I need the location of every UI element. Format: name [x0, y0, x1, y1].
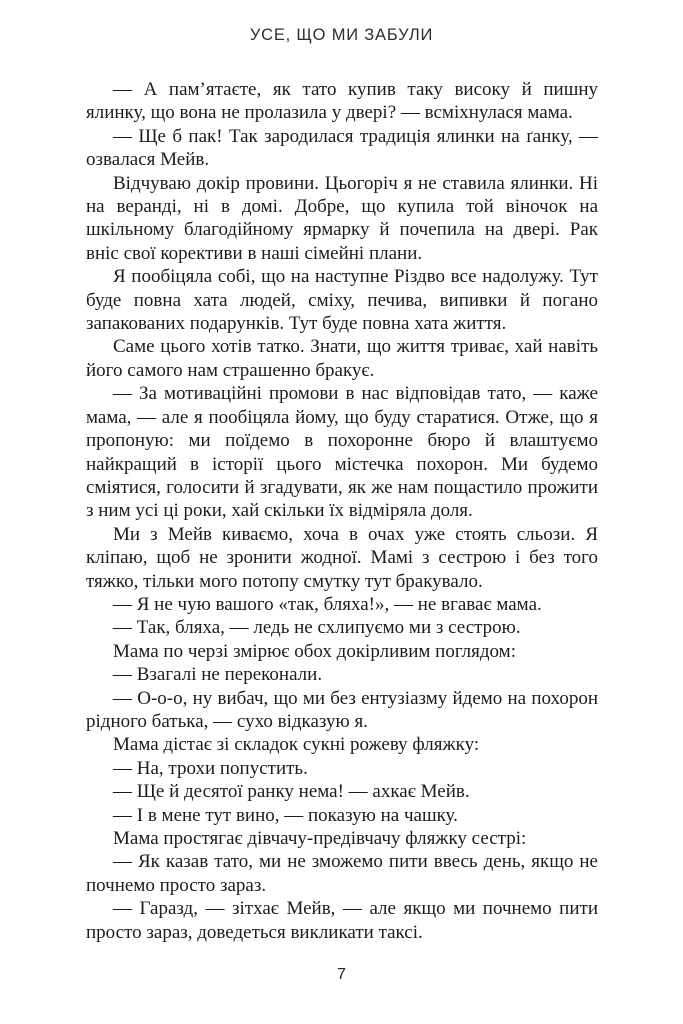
paragraph: Ми з Мейв киваємо, хоча в очах уже стоять сльози. Я кліпаю, щоб не зронити жодної. Мамі з сестрою і без того тяжко, тільки мого потопу смутку тут бракувало. [86, 523, 598, 592]
paragraph: Мама дістає зі складок сукні рожеву фляжку: [113, 734, 480, 756]
paragraph: Мама по черзі змірює обох докірливим поглядом: [113, 640, 516, 662]
paragraph: Відчуваю докір провини. Цьогоріч я не ставила ялинки. Ні на веранді, ні в домі. Добре, що купила той віночок на шкільному благодійному ярмарку й почепила на двері. Рак вніс свої корективи в наші сімейні плани. [86, 172, 598, 264]
page-number: 7 [337, 966, 346, 983]
paragraph: — На, трохи попустить. [113, 757, 308, 779]
paragraph: Саме цього хотів татко. Знати, що життя триває, хай навіть його самого нам страшенно бракує. [86, 336, 598, 381]
paragraph: Я пообіцяла собі, що на наступне Різдво все надолужу. Тут буде повна хата людей, сміху, печива, випивки й погано запакованих подарунків. Тут буде повна хата життя. [86, 266, 598, 335]
paragraph: — Так, бляха, — ледь не схлипуємо ми з сестрою. [113, 617, 521, 639]
paragraph: Мама простягає дівчачу-предівчачу фляжку сестрі: [113, 828, 527, 849]
paragraph: — Гаразд, — зітхає Мейв, — але якщо ми почнемо пити просто зараз, доведеться викликати таксі. [86, 898, 598, 943]
running-header-title: УСЕ, ЩО МИ ЗАБУЛИ [249, 26, 434, 44]
body-text-block [86, 78, 598, 944]
paragraph: — За мотиваційні промови в нас відповідав тато, — каже мама, — але я пообіцяла йому, що буду старатися. Отже, що я пропоную: ми поїдемо в похоронне бюро й влаштуємо найкращий в історії цього містечка похорон. Ми будемо сміятися, голосити й згадувати, як же нам пощастило прожити з ним усі ці роки, хай скільки їх відміряла доля. [86, 383, 598, 522]
paragraph: — Взагалі не переконали. [113, 664, 323, 686]
paragraph: — Я не чую вашого «так, бляха!», — не вгаває мама. [113, 593, 542, 615]
paragraph: — О-о-о, ну вибач, що ми без ентузіазму йдемо на похорон рідного батька, — сухо відказую я. [86, 687, 598, 732]
paragraph: — Ще й десятої ранку нема! — ахкає Мейв. [113, 781, 470, 803]
paragraph: — А пам’ятаєте, як тато купив таку високу й пишну ялинку, що вона не пролазила у двері? — всміхнулася мама. [86, 79, 598, 124]
paragraph: — І в мене тут вино, — показую на чашку. [113, 804, 458, 826]
paragraph: — Як казав тато, ми не зможемо пити ввесь день, якщо не почнемо просто зараз. [86, 851, 598, 896]
paragraph: — Ще б пак! Так зародилася традиція ялинки на ґанку, — озвалася Мейв. [86, 125, 598, 171]
